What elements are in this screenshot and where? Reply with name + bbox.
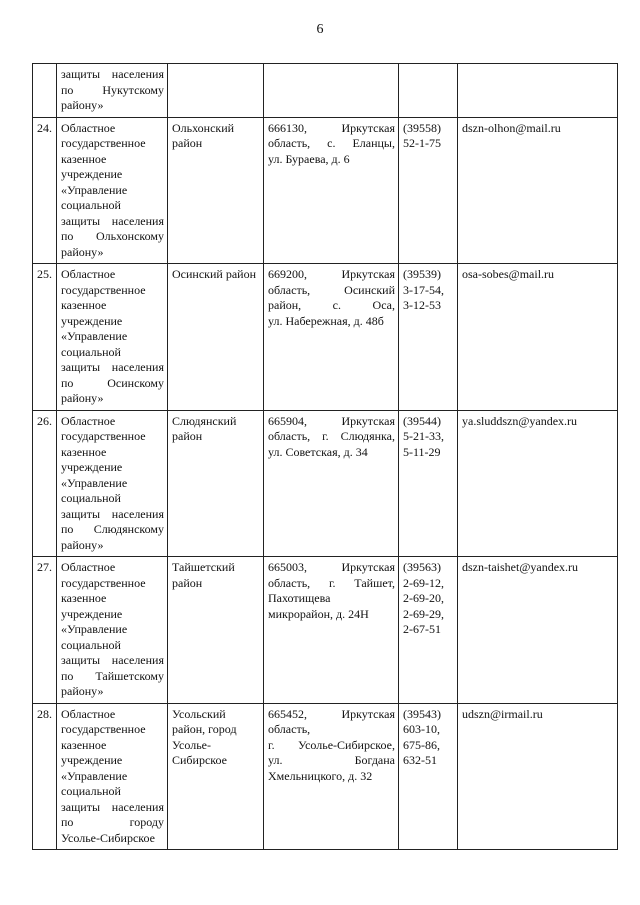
phone-numbers-line: 2-67-51 [403, 622, 441, 636]
institution-name-line: Областное [61, 267, 116, 281]
table-row [33, 264, 618, 411]
district-name-line: Слюдянский [172, 413, 237, 428]
institution-name-line: казенное [61, 151, 107, 166]
institutions-table [32, 63, 618, 850]
institution-name-line: Областное [61, 560, 116, 574]
district-name [168, 117, 264, 264]
phone-numbers [399, 703, 458, 850]
email-address: osa-sobes@mail.ru [458, 264, 618, 411]
institution-name-line: социальной [61, 784, 121, 798]
district-name-line: район [172, 136, 203, 150]
district-name-line: район [172, 575, 203, 590]
institution-name-line: учреждение [61, 460, 123, 474]
phone-numbers-line: 2-69-20, [403, 591, 444, 605]
institution-name-line: району» [61, 537, 104, 552]
phone-numbers-line: 632-51 [403, 753, 437, 767]
postal-address-line: 665904, Иркутская [268, 413, 395, 428]
postal-address-line: область, Осинский [268, 282, 395, 297]
institution-name-line: государственное [61, 722, 146, 736]
page-number: 6 [316, 22, 324, 37]
phone-numbers-line: 3-17-54, [403, 282, 444, 297]
institution-name [57, 703, 168, 850]
institution-name-line: государственное [61, 575, 146, 590]
phone-numbers-line: (39544) [403, 413, 441, 428]
postal-address-line: 665003, Иркутская [268, 560, 395, 574]
postal-address [264, 117, 399, 264]
phone-numbers-line: 2-69-12, [403, 575, 444, 590]
institution-name [57, 557, 168, 704]
institution-name-line: социальной [61, 491, 121, 505]
postal-address [264, 703, 399, 850]
district-name-line: Усолье- [172, 737, 212, 752]
phone-numbers [399, 64, 458, 118]
postal-address-line: ул. Советская, д. 34 [268, 444, 368, 459]
postal-address-line: 669200, Иркутская [268, 267, 395, 281]
institution-name-line: Усолье-Сибирское [61, 830, 155, 845]
postal-address-line: Хмельницкого, д. 32 [268, 768, 373, 783]
email-address: udszn@irmail.ru [458, 703, 618, 850]
district-name-line: Ольхонский [172, 120, 235, 135]
phone-numbers-line: (39563) [403, 560, 441, 574]
postal-address-line: микрорайон, д. 24Н [268, 606, 369, 621]
institution-name-line: по Нукутскому [61, 82, 164, 97]
postal-address-line: ул. Набережная, д. 48б [268, 313, 384, 328]
postal-address [264, 557, 399, 704]
phone-numbers-line: 5-21-33, [403, 429, 444, 443]
district-name [168, 410, 264, 557]
phone-numbers [399, 264, 458, 411]
institution-name [57, 264, 168, 411]
institution-name-line: учреждение [61, 167, 123, 181]
institution-name-line: защиты населения [61, 506, 164, 521]
institution-name [57, 410, 168, 557]
district-name-line: Осинский район [172, 267, 257, 281]
institution-name-line: району» [61, 98, 104, 112]
phone-numbers-line: 5-11-29 [403, 444, 441, 459]
institution-name-line: «Управление [61, 768, 128, 783]
institution-name-line: по Тайшетскому [61, 668, 164, 683]
phone-numbers [399, 410, 458, 557]
institution-name-line: по городу [61, 815, 164, 829]
postal-address-line: г. Усолье-Сибирское, [268, 737, 395, 752]
phone-numbers-line: 603-10, [403, 722, 440, 736]
phone-numbers-line: (39543) [403, 706, 441, 721]
institution-name-line: учреждение [61, 606, 123, 621]
institution-name-line: по Слюдянскому [61, 522, 164, 536]
phone-numbers-line: (39558) [403, 120, 441, 135]
institution-name-line: социальной [61, 344, 121, 359]
postal-address [264, 64, 399, 118]
postal-address-line: 666130, Иркутская [268, 120, 395, 135]
institution-name-line: защиты населения [61, 213, 164, 228]
district-name [168, 64, 264, 118]
institution-name-line: Областное [61, 413, 116, 428]
institution-name-line: социальной [61, 637, 121, 652]
institution-name-line: защиты населения [61, 653, 164, 667]
institution-name-line: государственное [61, 429, 146, 443]
email-address: ya.sluddszn@yandex.ru [458, 410, 618, 557]
table-row [33, 410, 618, 557]
district-name [168, 557, 264, 704]
institution-name [57, 117, 168, 264]
postal-address-line: область, г. Тайшет, [268, 575, 395, 590]
institution-name-line: защиты населения [61, 799, 164, 814]
institution-name [57, 64, 168, 118]
email-address: dszn-olhon@mail.ru [458, 117, 618, 264]
row-number: 24. [33, 117, 57, 264]
table-row [33, 703, 618, 850]
table-row [33, 557, 618, 704]
institution-name-line: социальной [61, 198, 121, 212]
row-number: 27. [33, 557, 57, 704]
institution-name-line: учреждение [61, 313, 123, 328]
table-row [33, 117, 618, 264]
institution-name-line: Областное [61, 120, 116, 135]
postal-address-line: 665452, Иркутская [268, 706, 395, 721]
institution-name-line: по Ольхонскому [61, 229, 164, 243]
phone-numbers-line: 2-69-29, [403, 606, 444, 621]
row-number: 26. [33, 410, 57, 557]
row-number: 25. [33, 264, 57, 411]
institution-name-line: защиты населения [61, 360, 164, 374]
email-address [458, 64, 618, 118]
postal-address [264, 264, 399, 411]
institution-name-line: «Управление [61, 622, 128, 636]
institution-name-line: государственное [61, 282, 146, 297]
postal-address-line: область, г. Слюдянка, [268, 429, 395, 443]
institution-name-line: казенное [61, 591, 107, 605]
institution-name-line: по Осинскому [61, 375, 164, 390]
postal-address-line: ул. Богдана [268, 753, 395, 767]
table-row [33, 64, 618, 118]
row-number [33, 64, 57, 118]
phone-numbers-line: 675-86, [403, 737, 440, 752]
district-name-line: район [172, 429, 203, 443]
institution-name-line: казенное [61, 444, 107, 459]
institution-name-line: Областное [61, 706, 116, 721]
district-name-line: район, город [172, 722, 237, 736]
phone-numbers-line: (39539) [403, 267, 441, 281]
institution-name-line: «Управление [61, 475, 128, 490]
institution-name-line: району» [61, 684, 104, 698]
district-name-line: Сибирское [172, 753, 227, 767]
row-number: 28. [33, 703, 57, 850]
postal-address-line: ул. Бураева, д. 6 [268, 151, 350, 166]
institution-name-line: казенное [61, 298, 107, 312]
institution-name-line: району» [61, 391, 104, 405]
postal-address-line: область, с. Еланцы, [268, 136, 395, 150]
postal-address [264, 410, 399, 557]
phone-numbers [399, 557, 458, 704]
institution-name-line: району» [61, 244, 104, 259]
postal-address-line: район, с. Оса, [268, 298, 395, 312]
postal-address-line: область, [268, 722, 311, 736]
institution-name-line: государственное [61, 136, 146, 150]
phone-numbers-line: 3-12-53 [403, 298, 441, 312]
district-name-line: Тайшетский [172, 560, 235, 574]
phone-numbers [399, 117, 458, 264]
institution-name-line: «Управление [61, 329, 128, 343]
institution-name-line: учреждение [61, 753, 123, 767]
email-address: dszn-taishet@yandex.ru [458, 557, 618, 704]
postal-address-line: Пахотищева [268, 591, 331, 605]
institution-name-line: «Управление [61, 182, 128, 197]
district-name [168, 703, 264, 850]
institution-name-line: казенное [61, 737, 107, 752]
district-name [168, 264, 264, 411]
phone-numbers-line: 52-1-75 [403, 136, 441, 150]
district-name-line: Усольский [172, 706, 226, 721]
institution-name-line: защиты населения [61, 67, 164, 81]
